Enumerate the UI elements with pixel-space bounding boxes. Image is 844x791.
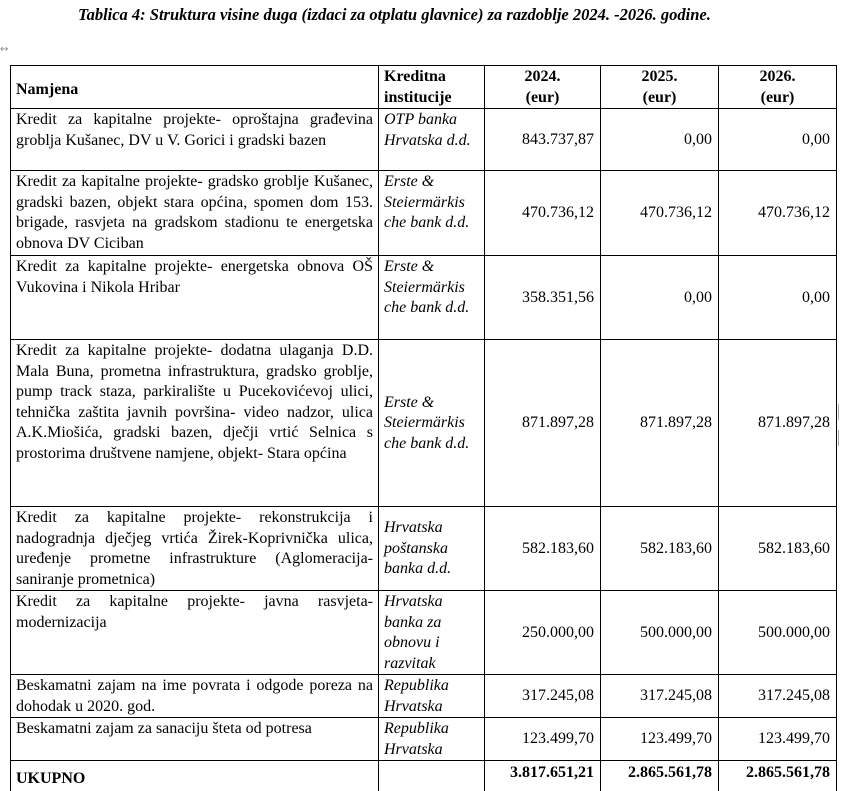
header-institution-line: Kreditna (384, 68, 446, 85)
cell-purpose: Kredit za kapitalne projekte- rekonstrukcija i nadogradnja dječjeg vrtića Žirek-Koprivnička ulica, uređenje prometne infrastrukture (Aglomeracija- saniranje prometnica) (11, 507, 379, 591)
cell-total-institution (379, 761, 485, 791)
header-year-2024 (485, 66, 601, 109)
cell-purpose: Beskamatni zajam na ime povrata i odgode poreza na dohodak u 2020. god. (11, 675, 379, 718)
margin-marker: ↔ (0, 44, 9, 55)
cell-purpose: Kredit za kapitalne projekte- dodatna ulaganja D.D. Mala Buna, prometna infrastruktura, gradsko groblje, pump track staza, parkiralište u Pucekovićevoj ulici, tehnička zaštita javnih površina- video nadzor, ulica A.K.Miošića, gradski bazen, dječji vrtić Selnica s prostorima društvene namjene, objekt- Stara općina (11, 340, 379, 507)
cell-2026: 317.245,08 (719, 675, 837, 718)
cell-2024: 250.000,00 (485, 591, 601, 675)
table-row (11, 718, 837, 761)
header-year-2025 (601, 66, 719, 109)
cell-2025: 0,00 (601, 256, 719, 340)
cell-2024: 470.736,12 (485, 171, 601, 256)
header-unit-label: (eur) (642, 88, 677, 106)
table-total-row (11, 761, 837, 791)
table-header-row (11, 66, 837, 109)
cell-total-2025: 2.865.561,78 (601, 761, 719, 791)
table-row (11, 591, 837, 675)
cell-institution: Hrvatska banka za obnovu i razvitak (379, 591, 485, 675)
header-purpose: Namjena (11, 66, 379, 109)
cell-purpose: Kredit za kapitalne projekte- oproštajna građevina groblja Kušanec, DV u V. Gorici i gradski bazen (11, 109, 379, 171)
cell-purpose: Kredit za kapitalne projekte- javna rasvjeta-modernizacija (11, 591, 379, 675)
cell-institution: Republika Hrvatska (379, 675, 485, 718)
table-row (11, 340, 837, 507)
cell-total-label: UKUPNO (11, 761, 379, 791)
cell-2025: 0,00 (601, 109, 719, 171)
cell-2026: 500.000,00 (719, 591, 837, 675)
cell-institution: Erste & Steiermärkis che bank d.d. (379, 340, 485, 507)
cell-2026: 582.183,60 (719, 507, 837, 591)
cell-purpose: Kredit za kapitalne projekte- energetska obnova OŠ Vukovina i Nikola Hribar (11, 256, 379, 340)
table-row (11, 675, 837, 718)
right-edge-marker (838, 430, 844, 446)
cell-institution: Erste & Steiermärkis che bank d.d. (379, 256, 485, 340)
table-caption: Tablica 4: Struktura visine duga (izdaci za otplatu glavnice) za razdoblje 2024. -2026. godine. (78, 5, 711, 24)
cell-2024: 317.245,08 (485, 675, 601, 718)
header-year-label: 2024. (524, 68, 561, 85)
cell-2025: 470.736,12 (601, 171, 719, 256)
table-row (11, 256, 837, 340)
cell-2026: 0,00 (719, 256, 837, 340)
cell-2024: 123.499,70 (485, 718, 601, 761)
cell-2026: 0,00 (719, 109, 837, 171)
cell-institution: Republika Hrvatska (379, 718, 485, 761)
cell-total-2024: 3.817.651,21 (485, 761, 601, 791)
cell-2025: 871.897,28 (601, 340, 719, 507)
header-unit-label: (eur) (760, 88, 795, 106)
cell-2026: 123.499,70 (719, 718, 837, 761)
cell-institution: Hrvatska poštanska banka d.d. (379, 507, 485, 591)
table-row (11, 171, 837, 256)
header-year-2026 (719, 66, 837, 109)
debt-structure-table (10, 65, 837, 791)
cell-2024: 582.183,60 (485, 507, 601, 591)
cell-2024: 843.737,87 (485, 109, 601, 171)
cell-2025: 317.245,08 (601, 675, 719, 718)
cell-2026: 470.736,12 (719, 171, 837, 256)
cell-2025: 582.183,60 (601, 507, 719, 591)
table-row (11, 507, 837, 591)
cell-purpose: Beskamatni zajam za sanaciju šteta od potresa (11, 718, 379, 761)
cell-2024: 358.351,56 (485, 256, 601, 340)
cell-2024: 871.897,28 (485, 340, 601, 507)
cell-purpose: Kredit za kapitalne projekte- gradsko groblje Kušanec, gradski bazen, objekt stara općina, spomen dom 153. brigade, rasvjeta na gradskom stadionu te energetska obnova DV Ciciban (11, 171, 379, 256)
cell-2025: 123.499,70 (601, 718, 719, 761)
cell-institution: OTP banka Hrvatska d.d. (379, 109, 485, 171)
cell-2026: 871.897,28 (719, 340, 837, 507)
header-year-label: 2025. (641, 68, 678, 85)
header-year-label: 2026. (759, 68, 796, 85)
cell-total-2026: 2.865.561,78 (719, 761, 837, 791)
header-institution (379, 66, 485, 109)
header-unit-label: (eur) (525, 88, 560, 106)
right-edge-marker (838, 404, 844, 420)
header-institution-line: institucije (384, 88, 452, 106)
table-row (11, 109, 837, 171)
cell-2025: 500.000,00 (601, 591, 719, 675)
cell-institution: Erste & Steiermärkis che bank d.d. (379, 171, 485, 256)
